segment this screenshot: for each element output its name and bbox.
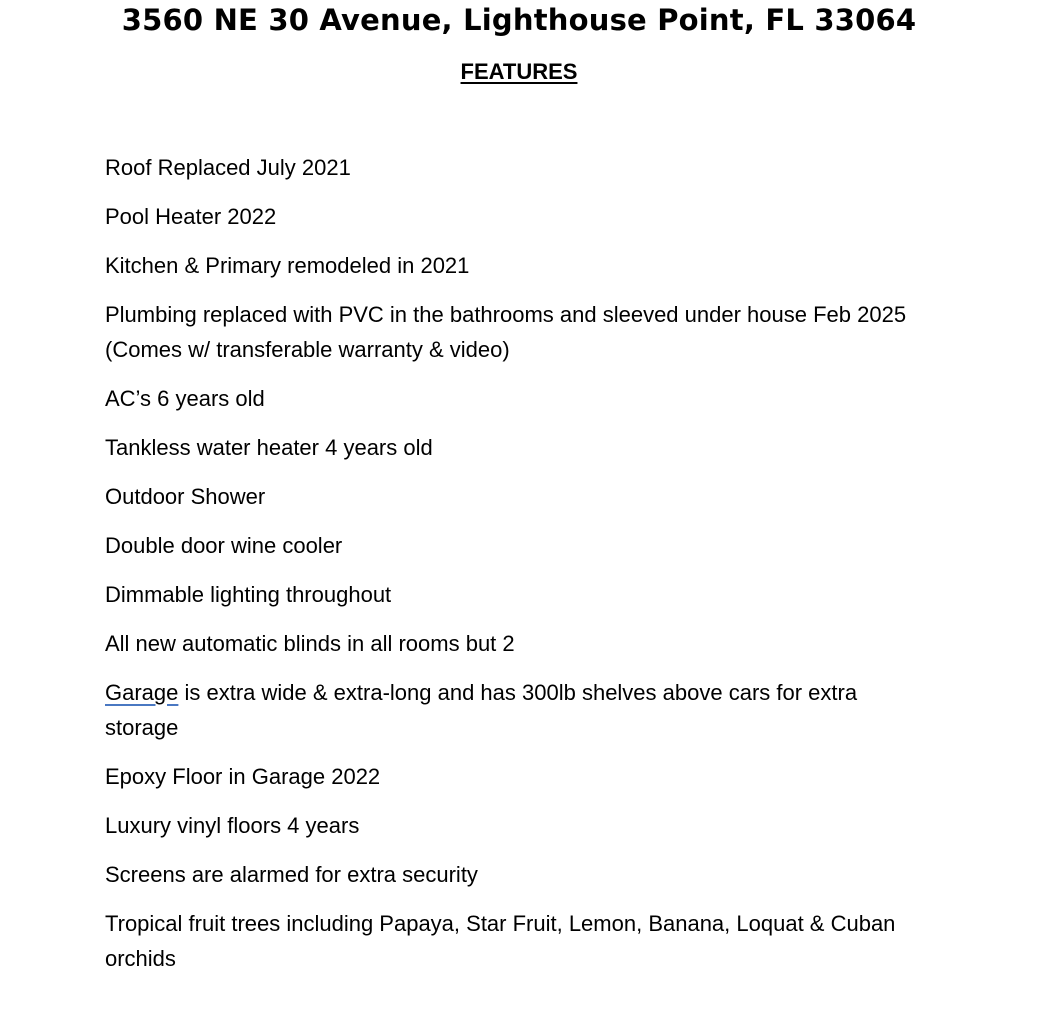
feature-item-plumbing: Plumbing replaced with PVC in the bathrooms and sleeved under house Feb 2025 (Comes w/ transferable warranty & video) bbox=[105, 302, 907, 362]
features-list bbox=[105, 150, 925, 990]
feature-item-roof: Roof Replaced July 2021 bbox=[105, 155, 351, 180]
feature-item-kitchen-remodel: Kitchen & Primary remodeled in 2021 bbox=[105, 253, 470, 278]
feature-item-dimmable-lighting: Dimmable lighting throughout bbox=[105, 582, 392, 607]
page-title: 3560 NE 30 Avenue, Lighthouse Point, FL 33064 bbox=[121, 3, 917, 37]
feature-item-water-heater: Tankless water heater 4 years old bbox=[105, 435, 433, 460]
feature-item-blinds: All new automatic blinds in all rooms but 2 bbox=[105, 631, 515, 656]
feature-item-outdoor-shower: Outdoor Shower bbox=[105, 484, 266, 509]
feature-item-wine-cooler: Double door wine cooler bbox=[105, 533, 343, 558]
feature-item-vinyl-floors: Luxury vinyl floors 4 years bbox=[105, 813, 360, 838]
section-heading-features: FEATURES bbox=[460, 59, 578, 84]
feature-item-alarmed-screens: Screens are alarmed for extra security bbox=[105, 862, 478, 887]
feature-item-epoxy-floor: Epoxy Floor in Garage 2022 bbox=[105, 764, 381, 789]
feature-item-fruit-trees: Tropical fruit trees including Papaya, Star Fruit, Lemon, Banana, Loquat & Cuban orchids bbox=[105, 911, 896, 971]
feature-item-garage bbox=[105, 675, 925, 745]
feature-item-garage-text: is extra wide & extra-long and has 300lb shelves above cars for extra storage bbox=[105, 680, 858, 740]
feature-item-ac: AC’s 6 years old bbox=[105, 386, 265, 411]
garage-link[interactable]: Garage bbox=[105, 680, 179, 705]
feature-item-pool-heater: Pool Heater 2022 bbox=[105, 204, 277, 229]
